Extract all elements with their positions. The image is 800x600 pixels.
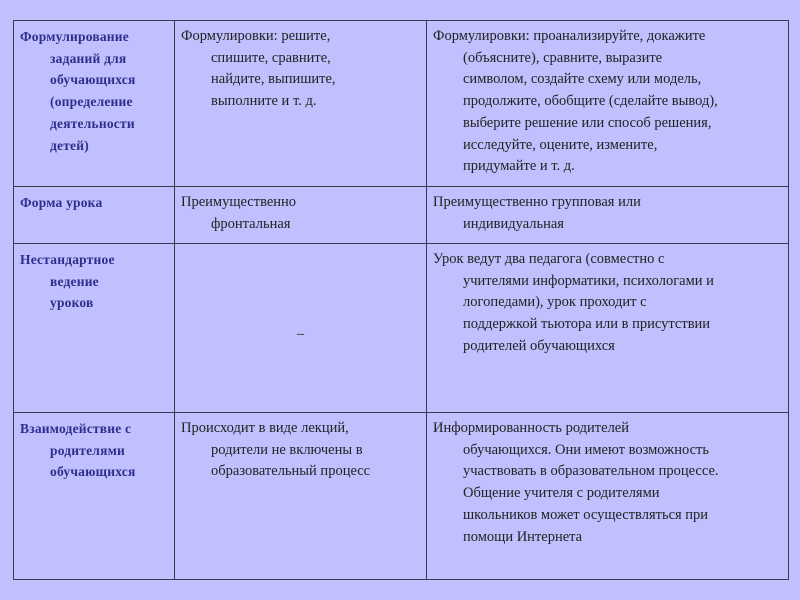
- fgos-text: Урок ведут два педагога (совместно с учителями информатики, психологами и логопедами), урок проходит с поддержкой тьютора или в присутствии родителей обучающихся: [433, 251, 714, 354]
- fgos-text: Преимущественно групповая или индивидуальная: [433, 194, 641, 232]
- traditional-text: Происходит в виде лекций, родители не включены в образовательный процесс: [181, 420, 371, 480]
- fgos-cell: [427, 187, 789, 244]
- row-label: Взаимодействие с родителями обучающихся: [20, 421, 136, 480]
- traditional-cell: [175, 187, 427, 244]
- row-label: Форма урока: [20, 195, 103, 210]
- row-label-cell: [14, 187, 175, 244]
- row-label-cell: [14, 413, 175, 580]
- row-label-cell: [14, 244, 175, 413]
- row-label: Формулирование заданий для обучающихся (определение деятельности детей): [20, 29, 136, 153]
- traditional-cell: [175, 21, 427, 187]
- traditional-cell: [175, 413, 427, 580]
- traditional-cell: [175, 244, 427, 413]
- row-label-cell: [14, 21, 175, 187]
- fgos-cell: [427, 21, 789, 187]
- table-row: [14, 413, 789, 580]
- fgos-text: Информированность родителей обучающихся. Они имеют возможность участвовать в образовательном процессе. Общение учителя с родителями школьников может осуществляться при помощи Интернета: [433, 420, 719, 545]
- table-row: [14, 187, 789, 244]
- table-row: [14, 21, 789, 187]
- row-label: Нестандартное ведение уроков: [20, 252, 115, 311]
- table-row: [14, 244, 789, 413]
- traditional-text: Преимущественно фронтальная: [181, 194, 297, 232]
- fgos-cell: [427, 244, 789, 413]
- traditional-text: Формулировки: решите, спишите, сравните, найдите, выпишите, выполните и т. д.: [181, 28, 336, 110]
- comparison-table: [13, 20, 789, 580]
- fgos-cell: [427, 413, 789, 580]
- traditional-text: –: [296, 326, 305, 342]
- fgos-text: Формулировки: проанализируйте, докажите (объясните), сравните, выразите символом, создайте схему или модель, продолжите, обобщите (сделайте вывод), выберите решение или способ решения, исследуйте, оцените, измените, придумайте и т. д.: [433, 28, 718, 175]
